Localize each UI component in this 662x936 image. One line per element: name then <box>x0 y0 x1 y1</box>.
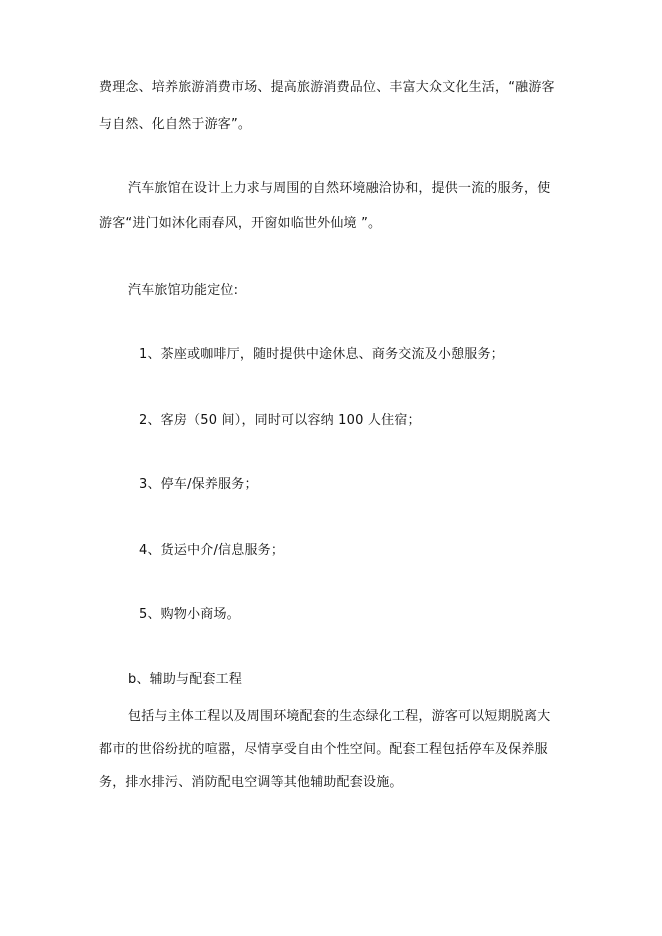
aux-line-2: 都市的世俗纷扰的喧嚣，尽情享受自由个性空间。配套工程包括停车及保养服 <box>99 742 548 757</box>
function-item-3: 3、停车/保养服务； <box>139 477 258 492</box>
intro-line-2: 与自然、化自然于游客”。 <box>99 117 252 132</box>
design-line-2: 游客“进门如沐化雨春风，开窗如临世外仙境 ”。 <box>99 216 382 231</box>
aux-heading: b、辅助与配套工程 <box>128 672 243 687</box>
function-item-2: 2、客房（50 间），同时可以容纳 100 人住宿； <box>139 413 421 428</box>
design-line-1: 汽车旅馆在设计上力求与周围的自然环境融洽协和，提供一流的服务，使 <box>128 181 551 196</box>
function-heading: 汽车旅馆功能定位: <box>128 283 239 298</box>
aux-line-3: 务，排水排污、消防配电空调等其他辅助配套设施。 <box>99 775 403 790</box>
intro-line-1: 费理念、培养旅游消费市场、提高旅游消费品位、丰富大众文化生活，“融游客 <box>99 80 555 95</box>
function-item-4: 4、货运中介/信息服务； <box>139 543 285 558</box>
aux-line-1: 包括与主体工程以及周围环境配套的生态绿化工程，游客可以短期脱离大 <box>128 709 551 724</box>
function-item-1: 1、茶座或咖啡厅，随时提供中途休息、商务交流及小憩服务； <box>139 347 504 362</box>
function-item-5: 5、购物小商场。 <box>139 607 240 622</box>
